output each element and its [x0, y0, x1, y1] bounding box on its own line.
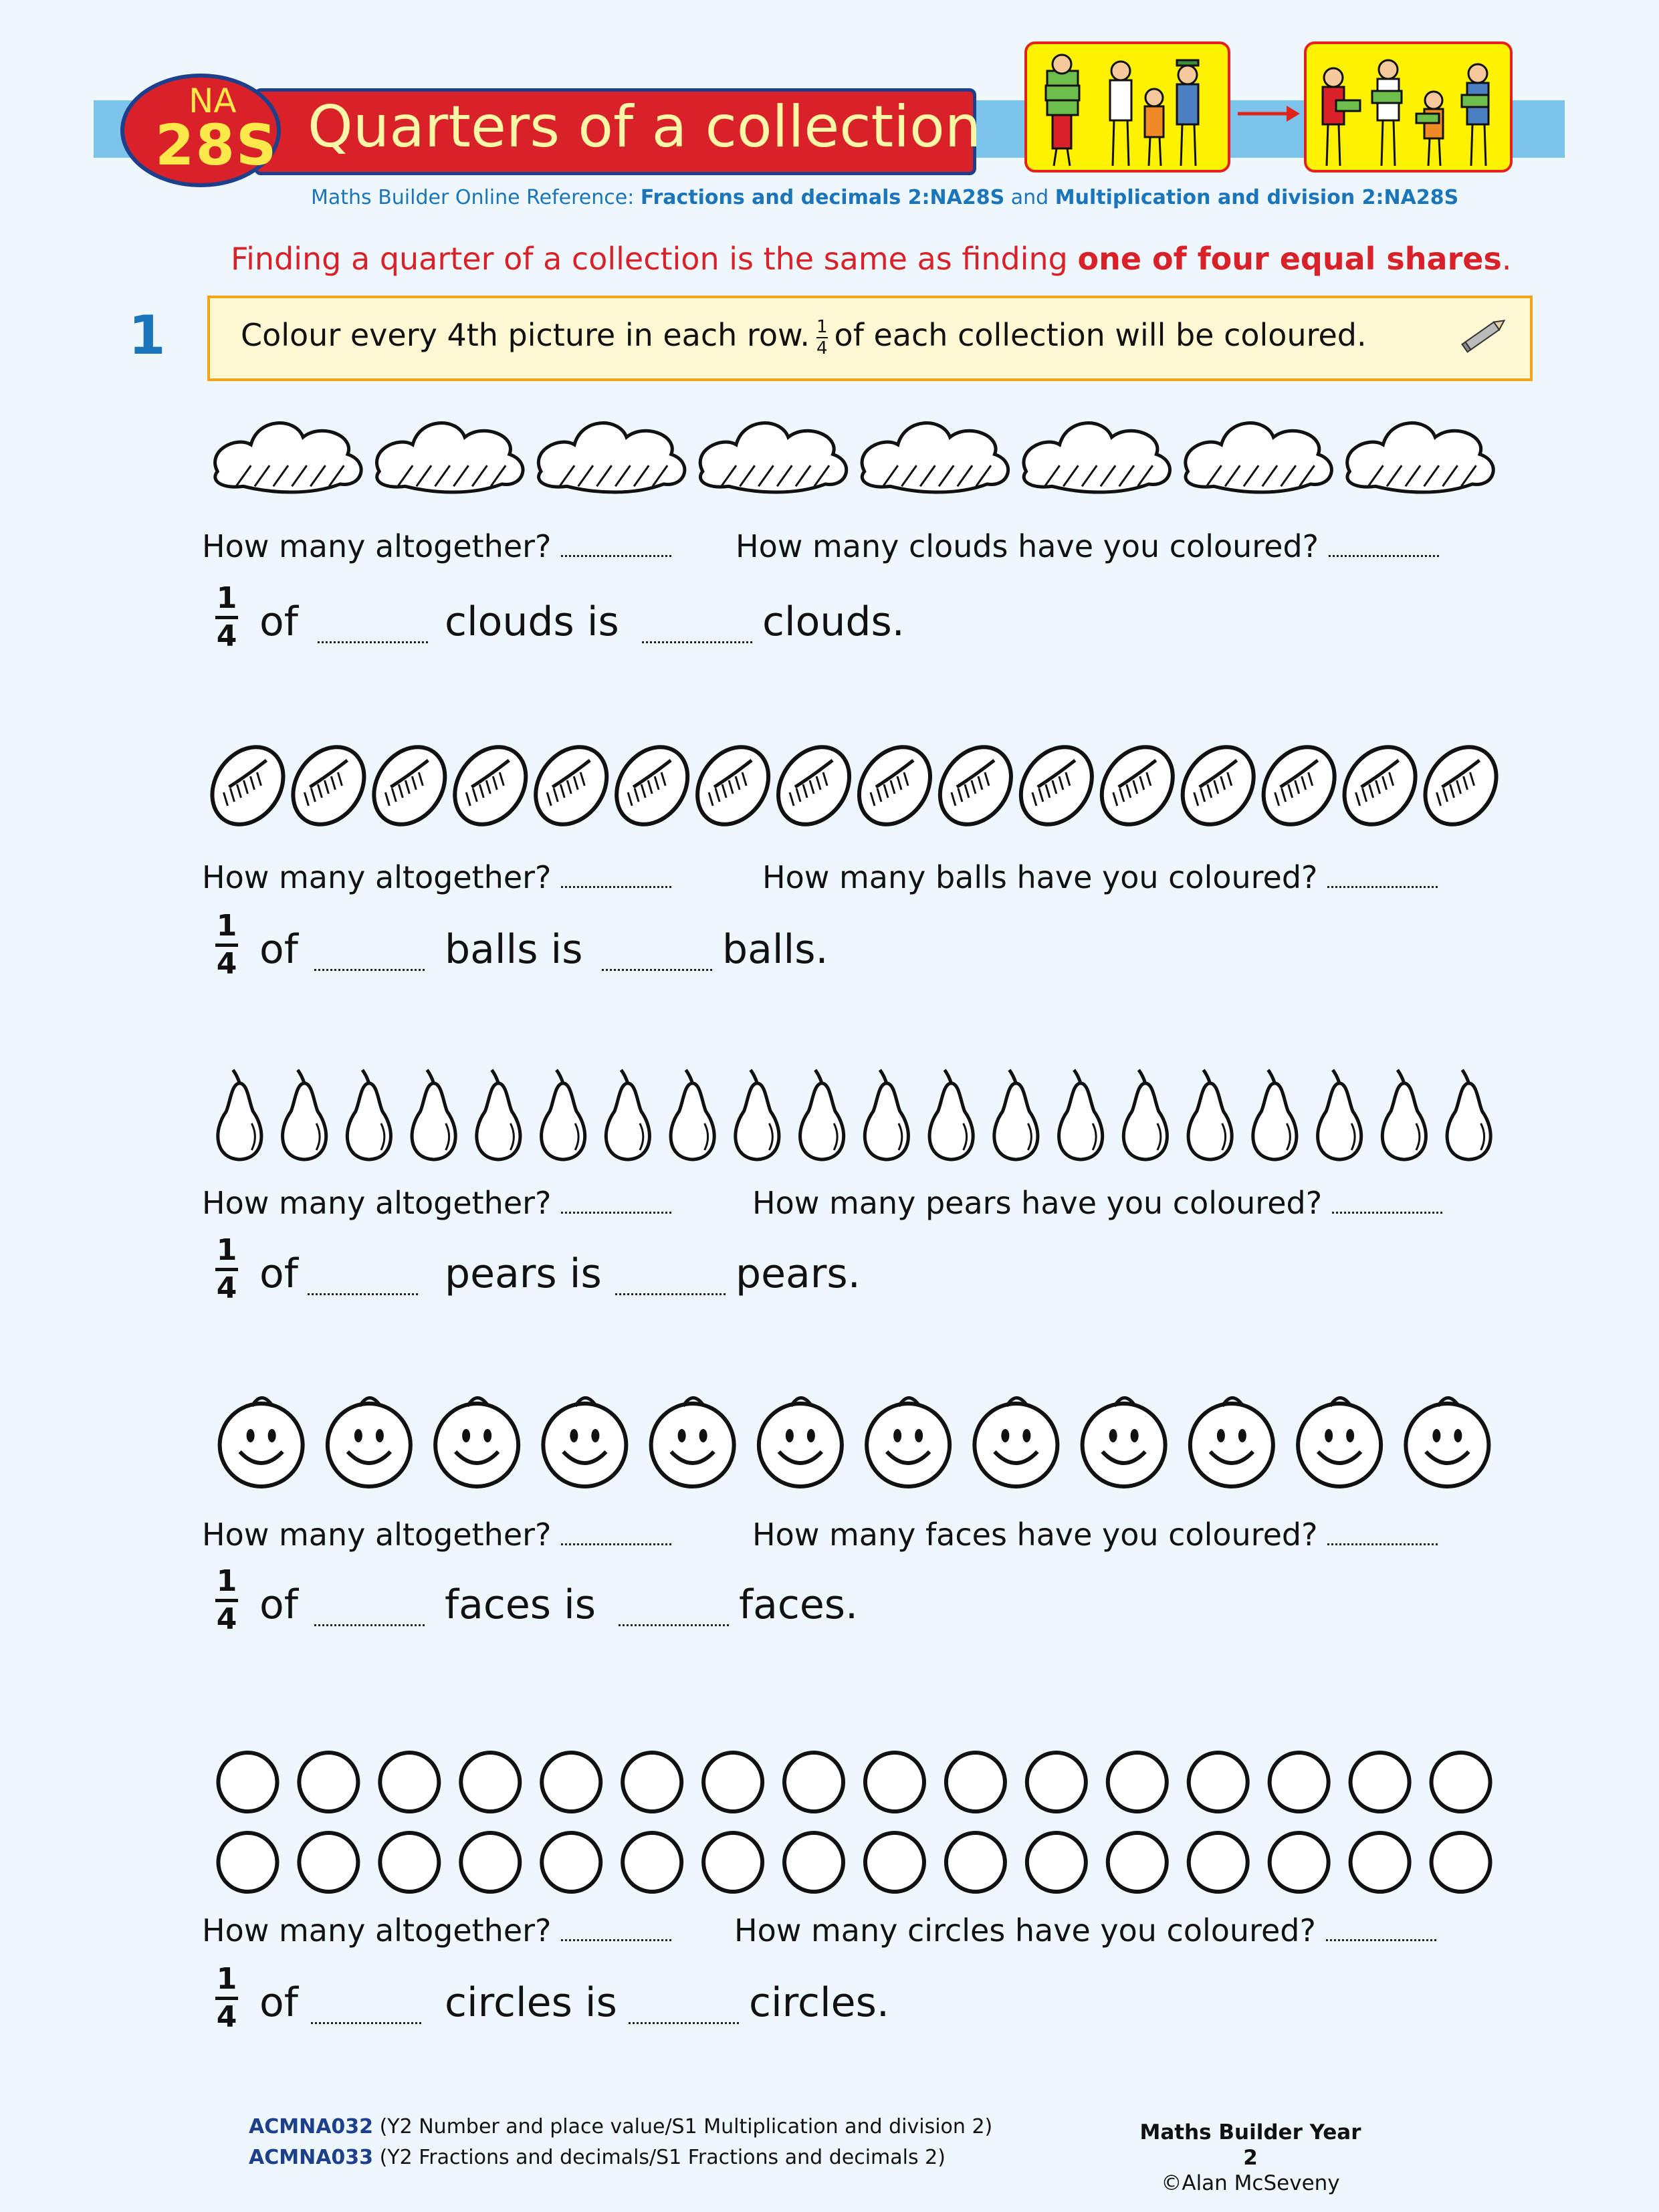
- sentence-middle: circles is: [445, 1979, 617, 2026]
- cloud-picture[interactable]: [376, 423, 523, 493]
- circle-picture[interactable]: [1270, 1753, 1329, 1811]
- badge-strand: NA: [189, 82, 237, 120]
- page-title: Quarters of a collection: [308, 94, 982, 160]
- circle-picture[interactable]: [865, 1753, 924, 1811]
- quarter-fraction: [215, 911, 238, 979]
- circle-picture[interactable]: [1351, 1753, 1410, 1811]
- curriculum-codes: [249, 2112, 992, 2173]
- quarter-fraction: [215, 1564, 238, 1636]
- quarter-answer-field[interactable]: [602, 966, 712, 971]
- question-label: How many altogether?: [202, 1912, 552, 1949]
- question-label: How many clouds have you coloured?: [736, 528, 1319, 564]
- fraction-numerator: 1: [216, 581, 237, 615]
- collection-size-field[interactable]: [318, 639, 428, 643]
- circle-picture[interactable]: [1027, 1833, 1086, 1892]
- circle-picture[interactable]: [1189, 1833, 1248, 1892]
- coloured-answer-field[interactable]: [1327, 883, 1438, 888]
- circle-picture[interactable]: [1027, 1753, 1086, 1811]
- face-picture[interactable]: [1083, 1398, 1166, 1486]
- face-picture[interactable]: [328, 1398, 411, 1486]
- ball-picture[interactable]: [925, 739, 1026, 833]
- circle-picture[interactable]: [703, 1833, 762, 1892]
- circle-picture[interactable]: [865, 1833, 924, 1892]
- circles-collection: [207, 1735, 1501, 1936]
- sentence-of: of: [259, 1250, 298, 1297]
- quarter-answer-field[interactable]: [619, 1622, 729, 1626]
- coloured-answer-field[interactable]: [1329, 552, 1439, 557]
- online-reference: [311, 186, 1458, 209]
- faces-question-coloured: [752, 1517, 1438, 1553]
- pear-picture[interactable]: [477, 1070, 520, 1159]
- ball-picture[interactable]: [207, 739, 298, 833]
- circle-picture[interactable]: [218, 1753, 277, 1811]
- pear-picture[interactable]: [1123, 1070, 1167, 1159]
- circle-picture[interactable]: [1108, 1833, 1167, 1892]
- clouds-question-coloured: [736, 528, 1439, 564]
- circle-picture[interactable]: [1270, 1833, 1329, 1892]
- quarter-fraction: [215, 581, 238, 653]
- circle-picture[interactable]: [946, 1833, 1005, 1892]
- intro-text: [231, 241, 1511, 277]
- cloud-picture[interactable]: [1347, 423, 1494, 493]
- ref-link-multiplication[interactable]: Multiplication and division 2:NA28S: [1055, 186, 1459, 209]
- instruction-text: [241, 317, 1367, 357]
- quarter-fraction: [215, 1962, 238, 2034]
- ball-picture[interactable]: [1249, 739, 1349, 833]
- cloud-picture[interactable]: [215, 423, 362, 493]
- quarter-answer-field[interactable]: [629, 2019, 739, 2024]
- code-2: ACMNA033: [249, 2146, 374, 2169]
- question-label: How many altogether?: [202, 1185, 552, 1221]
- pear-picture[interactable]: [671, 1070, 714, 1159]
- pear-picture[interactable]: [929, 1070, 973, 1159]
- circle-picture[interactable]: [461, 1833, 520, 1892]
- ref-link-fractions[interactable]: Fractions and decimals 2:NA28S: [640, 186, 1005, 209]
- fraction-denominator: 4: [216, 619, 237, 653]
- collection-size-field[interactable]: [314, 1622, 425, 1626]
- pear-picture[interactable]: [800, 1070, 844, 1159]
- pears-question-coloured: [752, 1185, 1442, 1221]
- sentence-middle: pears is: [445, 1250, 602, 1297]
- fraction-denominator: 4: [216, 1271, 237, 1305]
- coloured-answer-field[interactable]: [1326, 1937, 1436, 1941]
- pear-picture[interactable]: [1253, 1070, 1297, 1159]
- code-2-desc: (Y2 Fractions and decimals/S1 Fractions and decimals 2): [373, 2146, 946, 2169]
- circle-picture[interactable]: [1351, 1833, 1410, 1892]
- face-picture[interactable]: [543, 1398, 626, 1486]
- sentence-end: faces.: [739, 1581, 859, 1628]
- circle-picture[interactable]: [703, 1753, 762, 1811]
- collection-size-field[interactable]: [311, 2019, 421, 2024]
- circle-picture[interactable]: [1432, 1753, 1490, 1811]
- cloud-picture[interactable]: [1186, 423, 1332, 493]
- cloud-picture[interactable]: [1024, 423, 1170, 493]
- code-1-desc: (Y2 Number and place value/S1 Multiplication and division 2): [373, 2115, 993, 2138]
- book-credit: [1137, 2120, 1364, 2196]
- ball-picture[interactable]: [1168, 739, 1268, 833]
- pear-picture[interactable]: [412, 1070, 455, 1159]
- ball-picture[interactable]: [602, 739, 702, 833]
- pears-question-total: [202, 1185, 671, 1221]
- question-label: How many faces have you coloured?: [752, 1517, 1318, 1553]
- intro-after: .: [1501, 241, 1512, 277]
- sentence-of: of: [259, 1581, 298, 1628]
- cartoon-group-illustration: [1024, 41, 1230, 173]
- circle-picture[interactable]: [299, 1833, 358, 1892]
- sentence-of: of: [259, 1979, 298, 2026]
- pear-picture[interactable]: [1188, 1070, 1232, 1159]
- question-label: How many pears have you coloured?: [752, 1185, 1323, 1221]
- quarter-answer-field[interactable]: [615, 1291, 726, 1295]
- pear-picture[interactable]: [865, 1070, 908, 1159]
- code-1: ACMNA032: [249, 2115, 374, 2138]
- face-picture[interactable]: [1298, 1398, 1381, 1486]
- sentence-of: of: [259, 926, 298, 973]
- ref-and: and: [1004, 186, 1055, 209]
- pear-picture[interactable]: [347, 1070, 391, 1159]
- circle-picture[interactable]: [623, 1753, 681, 1811]
- instruction-fraction: [816, 318, 828, 357]
- fraction-denominator: 4: [216, 947, 237, 981]
- question-label: How many circles have you coloured?: [734, 1912, 1316, 1949]
- arrow-right-icon: [1234, 100, 1301, 130]
- cloud-picture[interactable]: [700, 423, 847, 493]
- circle-picture[interactable]: [1108, 1753, 1167, 1811]
- balls-collection: [207, 739, 1501, 833]
- face-picture[interactable]: [759, 1398, 842, 1486]
- total-answer-field[interactable]: [561, 1541, 671, 1545]
- collection-size-field[interactable]: [308, 1291, 418, 1295]
- ball-picture[interactable]: [1087, 739, 1188, 833]
- intro-bold: one of four equal shares: [1077, 241, 1502, 277]
- circle-picture[interactable]: [542, 1753, 600, 1811]
- quarter-answer-field[interactable]: [642, 639, 752, 643]
- face-picture[interactable]: [220, 1398, 303, 1486]
- fraction-numerator: 1: [216, 1962, 237, 1996]
- ref-prefix: Maths Builder Online Reference:: [311, 186, 641, 209]
- ball-picture[interactable]: [521, 739, 621, 833]
- pear-picture[interactable]: [1382, 1070, 1426, 1159]
- face-picture[interactable]: [974, 1398, 1057, 1486]
- circle-picture[interactable]: [1189, 1753, 1248, 1811]
- quarter-fraction: [215, 1233, 238, 1305]
- pear-picture[interactable]: [994, 1070, 1038, 1159]
- curriculum-code-1: [249, 2112, 992, 2142]
- total-answer-field[interactable]: [561, 1937, 671, 1941]
- total-answer-field[interactable]: [561, 1209, 671, 1214]
- instruction-after: of each collection will be coloured.: [834, 317, 1367, 353]
- ball-picture[interactable]: [440, 739, 540, 833]
- circle-picture[interactable]: [461, 1753, 520, 1811]
- faces-question-total: [202, 1517, 671, 1553]
- circle-picture[interactable]: [218, 1833, 277, 1892]
- sentence-middle: balls is: [445, 926, 583, 973]
- balls-question-total: [202, 859, 671, 895]
- cloud-picture[interactable]: [862, 423, 1008, 493]
- sentence-end: clouds.: [762, 598, 905, 645]
- sentence-end: balls.: [722, 926, 828, 973]
- intro-before: Finding a quarter of a collection is the same as finding: [231, 241, 1078, 277]
- fraction-numerator: 1: [216, 909, 237, 943]
- circle-picture[interactable]: [380, 1833, 439, 1892]
- pear-picture[interactable]: [736, 1070, 779, 1159]
- ball-picture[interactable]: [1006, 739, 1107, 833]
- sentence-end: pears.: [736, 1250, 861, 1297]
- coloured-answer-field[interactable]: [1332, 1209, 1442, 1214]
- circle-picture[interactable]: [299, 1753, 358, 1811]
- face-picture[interactable]: [1406, 1398, 1488, 1486]
- balls-question-coloured: [762, 859, 1438, 895]
- pear-picture[interactable]: [1059, 1070, 1103, 1159]
- pear-picture[interactable]: [1318, 1070, 1361, 1159]
- pear-picture[interactable]: [218, 1070, 261, 1159]
- copyright: ©Alan McSeveny: [1161, 2171, 1340, 2195]
- circle-picture[interactable]: [784, 1753, 843, 1811]
- faces-collection: [207, 1391, 1501, 1491]
- pear-picture[interactable]: [283, 1070, 326, 1159]
- circle-picture[interactable]: [623, 1833, 681, 1892]
- fraction-numerator: 1: [216, 1233, 237, 1267]
- circle-picture[interactable]: [946, 1753, 1005, 1811]
- ball-picture[interactable]: [1330, 739, 1430, 833]
- instruction-fraction-den: 4: [816, 338, 828, 358]
- book-title: Maths Builder Year 2: [1139, 2120, 1361, 2170]
- sentence-of: of: [259, 598, 298, 645]
- curriculum-code-2: [249, 2142, 992, 2173]
- question-label: How many altogether?: [202, 528, 552, 564]
- ball-picture[interactable]: [764, 739, 864, 833]
- ball-picture[interactable]: [359, 739, 459, 833]
- circles-question-coloured: [734, 1912, 1436, 1949]
- pear-picture[interactable]: [542, 1070, 585, 1159]
- question-label: How many altogether?: [202, 859, 552, 895]
- instruction-before: Colour every 4th picture in each row.: [241, 317, 810, 353]
- ball-picture[interactable]: [845, 739, 945, 833]
- ball-picture[interactable]: [1411, 739, 1501, 833]
- fraction-numerator: 1: [216, 1564, 237, 1598]
- pencil-icon: [1458, 311, 1511, 360]
- circle-picture[interactable]: [1432, 1833, 1490, 1892]
- pears-collection: [207, 1067, 1501, 1167]
- total-answer-field[interactable]: [561, 883, 671, 888]
- fraction-denominator: 4: [216, 1602, 237, 1636]
- coloured-answer-field[interactable]: [1327, 1541, 1438, 1545]
- badge-code: 28S: [155, 112, 278, 178]
- cartoon-shared-illustration: [1304, 41, 1513, 173]
- ball-picture[interactable]: [683, 739, 783, 833]
- face-picture[interactable]: [651, 1398, 734, 1486]
- total-answer-field[interactable]: [561, 552, 671, 557]
- sentence-middle: clouds is: [445, 598, 619, 645]
- sentence-end: circles.: [749, 1979, 889, 2026]
- circles-question-total: [202, 1912, 671, 1949]
- cloud-picture[interactable]: [538, 423, 685, 493]
- ball-picture[interactable]: [279, 739, 379, 833]
- question-label: How many altogether?: [202, 1517, 552, 1553]
- sentence-middle: faces is: [445, 1581, 596, 1628]
- fraction-denominator: 4: [216, 2000, 237, 2034]
- instruction-fraction-num: 1: [816, 316, 828, 337]
- circle-picture[interactable]: [542, 1833, 600, 1892]
- pear-picture[interactable]: [1447, 1070, 1490, 1159]
- clouds-question-total: [202, 528, 671, 564]
- circle-picture[interactable]: [784, 1833, 843, 1892]
- collection-size-field[interactable]: [314, 966, 425, 971]
- circle-picture[interactable]: [380, 1753, 439, 1811]
- face-picture[interactable]: [867, 1398, 950, 1486]
- pear-picture[interactable]: [606, 1070, 649, 1159]
- face-picture[interactable]: [1190, 1398, 1273, 1486]
- question-number: 1: [128, 304, 166, 366]
- face-picture[interactable]: [435, 1398, 518, 1486]
- clouds-collection: [207, 411, 1501, 505]
- question-label: How many balls have you coloured?: [762, 859, 1318, 895]
